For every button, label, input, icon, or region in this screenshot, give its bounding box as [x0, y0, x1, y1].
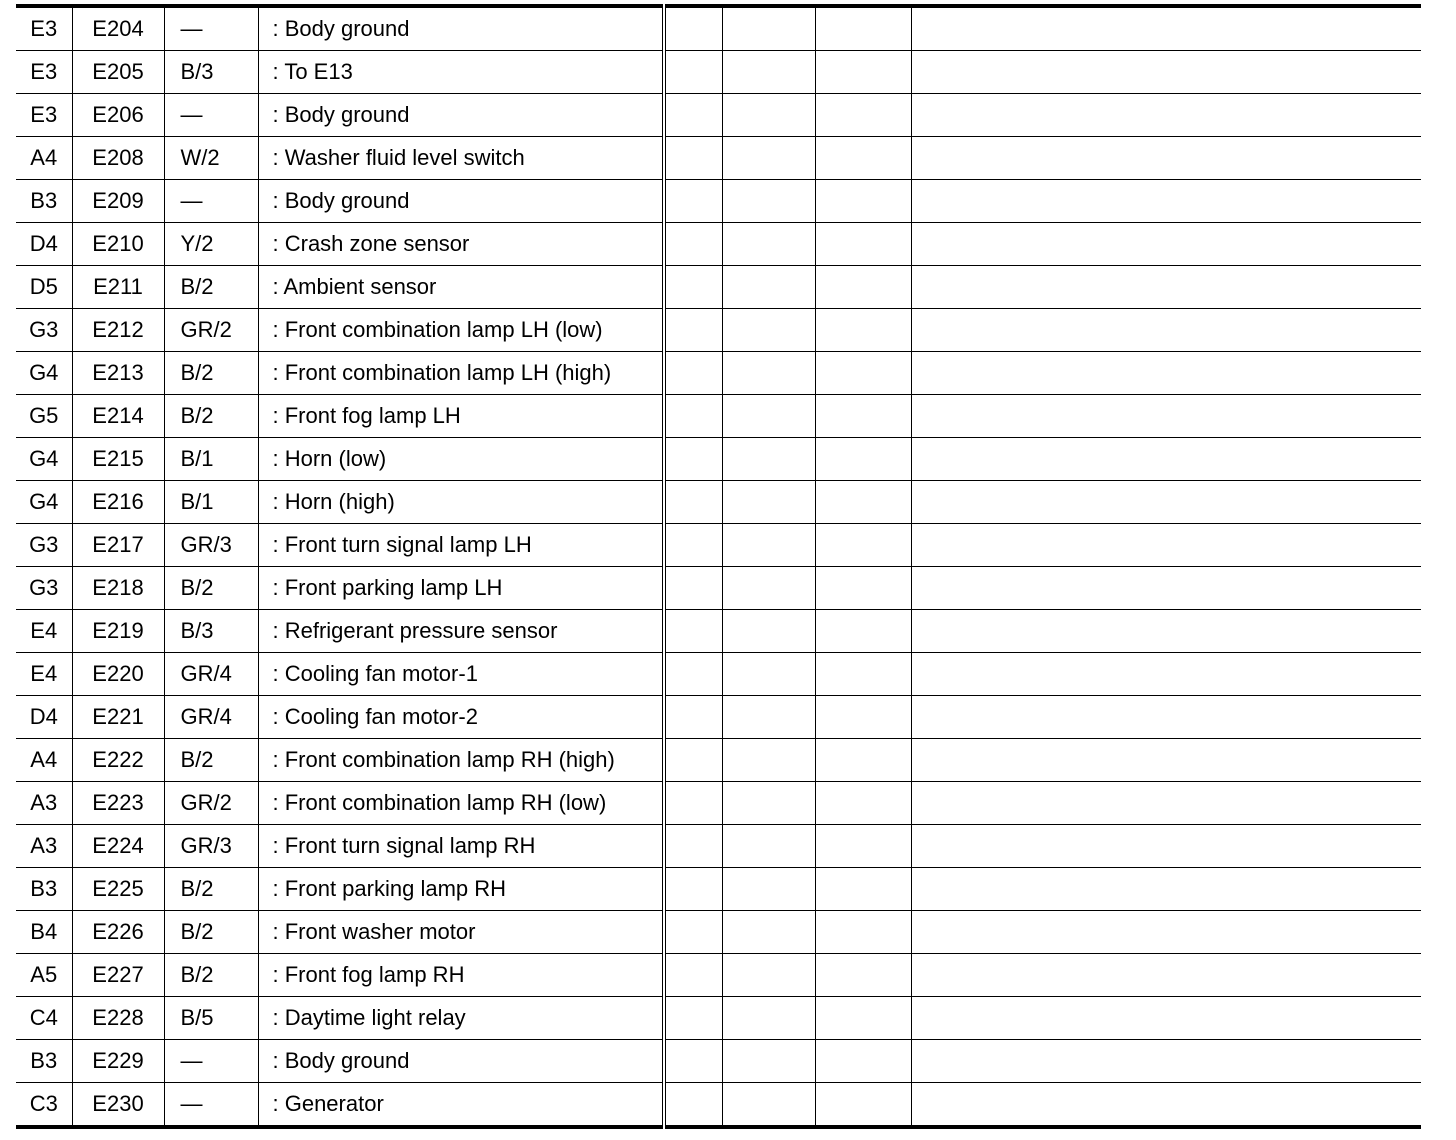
- empty-cell: [815, 782, 911, 825]
- empty-cell: [722, 1083, 815, 1128]
- connector-number-cell: E211: [72, 266, 164, 309]
- table-row: [16, 309, 1421, 352]
- empty-cell: [911, 1040, 1421, 1083]
- empty-cell: [722, 653, 815, 696]
- connector-number-cell: E217: [72, 524, 164, 567]
- connector-description-cell: : Body ground: [258, 1040, 664, 1083]
- empty-cell: [815, 653, 911, 696]
- table-row: [16, 352, 1421, 395]
- connector-number-cell: E230: [72, 1083, 164, 1128]
- empty-cell: [664, 868, 722, 911]
- empty-cell: [722, 825, 815, 868]
- table-row: [16, 954, 1421, 997]
- connector-description-cell: : Front combination lamp LH (high): [258, 352, 664, 395]
- empty-cell: [815, 825, 911, 868]
- table-row: [16, 1040, 1421, 1083]
- connector-color-cell: —: [164, 1040, 258, 1083]
- empty-cell: [815, 567, 911, 610]
- empty-cell: [815, 94, 911, 137]
- connector-number-cell: E204: [72, 6, 164, 51]
- empty-cell: [664, 696, 722, 739]
- grid-location-cell: G5: [16, 395, 72, 438]
- connector-description-cell: : To E13: [258, 51, 664, 94]
- grid-location-cell: E3: [16, 6, 72, 51]
- connector-number-cell: E209: [72, 180, 164, 223]
- grid-location-cell: C3: [16, 1083, 72, 1128]
- grid-location-cell: D5: [16, 266, 72, 309]
- empty-cell: [815, 51, 911, 94]
- table-row: [16, 6, 1421, 51]
- empty-cell: [911, 610, 1421, 653]
- empty-cell: [664, 266, 722, 309]
- connector-description-cell: : Front turn signal lamp LH: [258, 524, 664, 567]
- grid-location-cell: A3: [16, 825, 72, 868]
- empty-cell: [664, 395, 722, 438]
- table-row: [16, 223, 1421, 266]
- connector-color-cell: B/1: [164, 481, 258, 524]
- connector-color-cell: B/2: [164, 911, 258, 954]
- empty-cell: [911, 825, 1421, 868]
- connector-description-cell: : Refrigerant pressure sensor: [258, 610, 664, 653]
- connector-number-cell: E208: [72, 137, 164, 180]
- empty-cell: [911, 223, 1421, 266]
- empty-cell: [911, 352, 1421, 395]
- table-row: [16, 524, 1421, 567]
- empty-cell: [664, 524, 722, 567]
- empty-cell: [815, 739, 911, 782]
- empty-cell: [815, 266, 911, 309]
- connector-color-cell: GR/4: [164, 653, 258, 696]
- empty-cell: [664, 352, 722, 395]
- connector-description-cell: : Front parking lamp LH: [258, 567, 664, 610]
- empty-cell: [722, 223, 815, 266]
- empty-cell: [664, 6, 722, 51]
- connector-number-cell: E227: [72, 954, 164, 997]
- grid-location-cell: C4: [16, 997, 72, 1040]
- empty-cell: [664, 223, 722, 266]
- empty-cell: [722, 6, 815, 51]
- connector-number-cell: E216: [72, 481, 164, 524]
- empty-cell: [664, 94, 722, 137]
- connector-color-cell: B/2: [164, 868, 258, 911]
- grid-location-cell: A5: [16, 954, 72, 997]
- connector-table: [16, 4, 1421, 1129]
- empty-cell: [722, 309, 815, 352]
- empty-cell: [722, 51, 815, 94]
- empty-cell: [664, 911, 722, 954]
- empty-cell: [722, 696, 815, 739]
- empty-cell: [722, 868, 815, 911]
- connector-description-cell: : Front fog lamp RH: [258, 954, 664, 997]
- empty-cell: [815, 524, 911, 567]
- empty-cell: [664, 739, 722, 782]
- connector-color-cell: B/2: [164, 395, 258, 438]
- grid-location-cell: D4: [16, 223, 72, 266]
- connector-number-cell: E214: [72, 395, 164, 438]
- empty-cell: [664, 567, 722, 610]
- connector-description-cell: : Ambient sensor: [258, 266, 664, 309]
- empty-cell: [911, 524, 1421, 567]
- empty-cell: [911, 1083, 1421, 1128]
- empty-cell: [911, 266, 1421, 309]
- empty-cell: [664, 997, 722, 1040]
- connector-number-cell: E226: [72, 911, 164, 954]
- empty-cell: [722, 1040, 815, 1083]
- empty-cell: [664, 481, 722, 524]
- grid-location-cell: G4: [16, 481, 72, 524]
- empty-cell: [815, 868, 911, 911]
- empty-cell: [815, 1083, 911, 1128]
- empty-cell: [722, 524, 815, 567]
- connector-color-cell: B/2: [164, 739, 258, 782]
- empty-cell: [911, 395, 1421, 438]
- connector-number-cell: E215: [72, 438, 164, 481]
- table-row: [16, 438, 1421, 481]
- grid-location-cell: E4: [16, 610, 72, 653]
- connector-description-cell: : Front combination lamp RH (low): [258, 782, 664, 825]
- connector-description-cell: : Front turn signal lamp RH: [258, 825, 664, 868]
- table-row: [16, 395, 1421, 438]
- connector-color-cell: B/3: [164, 610, 258, 653]
- empty-cell: [722, 180, 815, 223]
- empty-cell: [815, 610, 911, 653]
- connector-color-cell: —: [164, 94, 258, 137]
- empty-cell: [815, 180, 911, 223]
- empty-cell: [911, 911, 1421, 954]
- empty-cell: [722, 94, 815, 137]
- empty-cell: [664, 51, 722, 94]
- connector-description-cell: : Body ground: [258, 6, 664, 51]
- connector-number-cell: E205: [72, 51, 164, 94]
- empty-cell: [911, 567, 1421, 610]
- empty-cell: [722, 739, 815, 782]
- empty-cell: [722, 567, 815, 610]
- empty-cell: [815, 352, 911, 395]
- grid-location-cell: A3: [16, 782, 72, 825]
- empty-cell: [815, 395, 911, 438]
- table-row: [16, 696, 1421, 739]
- connector-color-cell: GR/4: [164, 696, 258, 739]
- connector-color-cell: B/2: [164, 954, 258, 997]
- table-row: [16, 610, 1421, 653]
- empty-cell: [911, 739, 1421, 782]
- table-row: [16, 825, 1421, 868]
- connector-color-cell: B/2: [164, 352, 258, 395]
- grid-location-cell: A4: [16, 137, 72, 180]
- connector-description-cell: : Front combination lamp LH (low): [258, 309, 664, 352]
- empty-cell: [815, 6, 911, 51]
- connector-color-cell: B/2: [164, 567, 258, 610]
- connector-color-cell: B/1: [164, 438, 258, 481]
- connector-table-body: [16, 6, 1421, 1127]
- connector-number-cell: E223: [72, 782, 164, 825]
- connector-description-cell: : Cooling fan motor-1: [258, 653, 664, 696]
- table-row: [16, 481, 1421, 524]
- connector-number-cell: E212: [72, 309, 164, 352]
- empty-cell: [911, 954, 1421, 997]
- connector-number-cell: E213: [72, 352, 164, 395]
- grid-location-cell: B3: [16, 180, 72, 223]
- grid-location-cell: G3: [16, 567, 72, 610]
- empty-cell: [664, 309, 722, 352]
- grid-location-cell: B3: [16, 1040, 72, 1083]
- connector-number-cell: E219: [72, 610, 164, 653]
- empty-cell: [664, 782, 722, 825]
- empty-cell: [815, 438, 911, 481]
- empty-cell: [722, 911, 815, 954]
- empty-cell: [911, 6, 1421, 51]
- empty-cell: [911, 868, 1421, 911]
- table-row: [16, 94, 1421, 137]
- connector-color-cell: W/2: [164, 137, 258, 180]
- connector-description-cell: : Body ground: [258, 180, 664, 223]
- empty-cell: [722, 954, 815, 997]
- empty-cell: [911, 481, 1421, 524]
- connector-color-cell: GR/3: [164, 825, 258, 868]
- connector-description-cell: : Cooling fan motor-2: [258, 696, 664, 739]
- empty-cell: [722, 997, 815, 1040]
- empty-cell: [722, 438, 815, 481]
- grid-location-cell: B3: [16, 868, 72, 911]
- empty-cell: [722, 782, 815, 825]
- grid-location-cell: E3: [16, 94, 72, 137]
- connector-color-cell: —: [164, 1083, 258, 1128]
- connector-description-cell: : Horn (low): [258, 438, 664, 481]
- connector-description-cell: : Generator: [258, 1083, 664, 1128]
- connector-number-cell: E225: [72, 868, 164, 911]
- empty-cell: [722, 352, 815, 395]
- connector-number-cell: E228: [72, 997, 164, 1040]
- empty-cell: [815, 997, 911, 1040]
- connector-description-cell: : Front parking lamp RH: [258, 868, 664, 911]
- empty-cell: [722, 395, 815, 438]
- empty-cell: [815, 1040, 911, 1083]
- empty-cell: [664, 137, 722, 180]
- grid-location-cell: A4: [16, 739, 72, 782]
- empty-cell: [664, 954, 722, 997]
- connector-color-cell: —: [164, 180, 258, 223]
- table-row: [16, 266, 1421, 309]
- empty-cell: [911, 51, 1421, 94]
- table-row: [16, 1083, 1421, 1128]
- table-row: [16, 567, 1421, 610]
- connector-color-cell: Y/2: [164, 223, 258, 266]
- empty-cell: [815, 911, 911, 954]
- connector-color-cell: B/2: [164, 266, 258, 309]
- connector-number-cell: E210: [72, 223, 164, 266]
- grid-location-cell: D4: [16, 696, 72, 739]
- connector-number-cell: E206: [72, 94, 164, 137]
- table-row: [16, 653, 1421, 696]
- connector-number-cell: E218: [72, 567, 164, 610]
- connector-description-cell: : Front washer motor: [258, 911, 664, 954]
- empty-cell: [911, 309, 1421, 352]
- connector-description-cell: : Body ground: [258, 94, 664, 137]
- connector-description-cell: : Front fog lamp LH: [258, 395, 664, 438]
- empty-cell: [664, 1040, 722, 1083]
- empty-cell: [815, 481, 911, 524]
- empty-cell: [664, 825, 722, 868]
- empty-cell: [664, 438, 722, 481]
- connector-number-cell: E222: [72, 739, 164, 782]
- empty-cell: [815, 137, 911, 180]
- grid-location-cell: E4: [16, 653, 72, 696]
- empty-cell: [911, 653, 1421, 696]
- table-row: [16, 868, 1421, 911]
- empty-cell: [911, 782, 1421, 825]
- grid-location-cell: G3: [16, 309, 72, 352]
- grid-location-cell: G4: [16, 352, 72, 395]
- grid-location-cell: E3: [16, 51, 72, 94]
- empty-cell: [722, 610, 815, 653]
- table-row: [16, 782, 1421, 825]
- connector-description-cell: : Washer fluid level switch: [258, 137, 664, 180]
- empty-cell: [911, 180, 1421, 223]
- table-row: [16, 137, 1421, 180]
- table-row: [16, 180, 1421, 223]
- connector-description-cell: : Horn (high): [258, 481, 664, 524]
- table-row: [16, 997, 1421, 1040]
- connector-number-cell: E220: [72, 653, 164, 696]
- connector-color-cell: GR/2: [164, 782, 258, 825]
- grid-location-cell: G4: [16, 438, 72, 481]
- connector-color-cell: GR/3: [164, 524, 258, 567]
- empty-cell: [815, 309, 911, 352]
- empty-cell: [911, 94, 1421, 137]
- grid-location-cell: B4: [16, 911, 72, 954]
- empty-cell: [911, 438, 1421, 481]
- empty-cell: [815, 954, 911, 997]
- connector-number-cell: E221: [72, 696, 164, 739]
- empty-cell: [722, 137, 815, 180]
- empty-cell: [911, 137, 1421, 180]
- empty-cell: [664, 1083, 722, 1128]
- empty-cell: [722, 266, 815, 309]
- connector-color-cell: B/3: [164, 51, 258, 94]
- connector-description-cell: : Front combination lamp RH (high): [258, 739, 664, 782]
- grid-location-cell: G3: [16, 524, 72, 567]
- connector-description-cell: : Crash zone sensor: [258, 223, 664, 266]
- connector-number-cell: E224: [72, 825, 164, 868]
- empty-cell: [815, 696, 911, 739]
- connector-color-cell: GR/2: [164, 309, 258, 352]
- table-row: [16, 51, 1421, 94]
- empty-cell: [722, 481, 815, 524]
- empty-cell: [911, 696, 1421, 739]
- connector-color-cell: B/5: [164, 997, 258, 1040]
- table-row: [16, 739, 1421, 782]
- table-row: [16, 911, 1421, 954]
- connector-number-cell: E229: [72, 1040, 164, 1083]
- empty-cell: [664, 653, 722, 696]
- connector-color-cell: —: [164, 6, 258, 51]
- empty-cell: [815, 223, 911, 266]
- empty-cell: [664, 610, 722, 653]
- connector-description-cell: : Daytime light relay: [258, 997, 664, 1040]
- empty-cell: [664, 180, 722, 223]
- empty-cell: [911, 997, 1421, 1040]
